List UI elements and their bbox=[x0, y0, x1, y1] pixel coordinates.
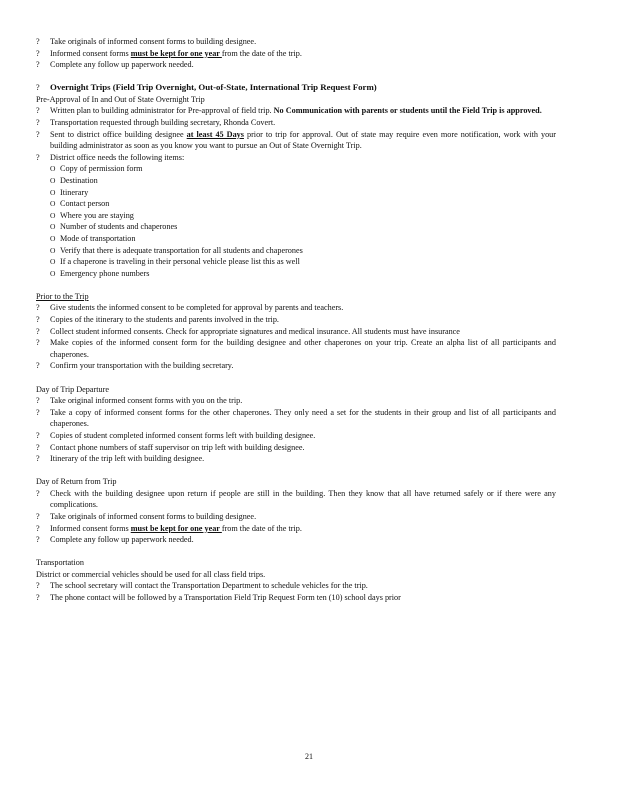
bullet-text: from the date of the trip. bbox=[221, 523, 302, 533]
bullet-item bbox=[36, 442, 556, 454]
section-heading-transportation: Transportation bbox=[36, 558, 84, 568]
bullet-text: District office needs the following items: bbox=[50, 152, 185, 162]
circle-bullet-icon: O bbox=[50, 199, 56, 209]
sub-item-text: Destination bbox=[60, 176, 98, 186]
circle-bullet-icon: O bbox=[50, 176, 56, 186]
bullet-item bbox=[36, 523, 556, 535]
transportation-line: District or commercial vehicles should be used for all class field trips. bbox=[36, 569, 266, 579]
circle-bullet-icon: O bbox=[50, 164, 56, 174]
bullet-text: Complete any follow up paperwork needed. bbox=[50, 535, 194, 545]
bullet-item bbox=[36, 129, 556, 152]
bullet-text: Collect student informed consents. Check for appropriate signatures and medical insurance. All students must have insurance bbox=[50, 326, 460, 336]
sub-item bbox=[50, 187, 556, 199]
sub-item-text: Verify that there is adequate transportation for all students and chaperones bbox=[60, 245, 303, 255]
sub-item bbox=[50, 256, 556, 268]
sub-item-text: Copy of permission form bbox=[60, 164, 143, 174]
emphasis-text: at least 45 Days bbox=[186, 129, 244, 139]
bullet-mark: ? bbox=[36, 118, 40, 128]
bullet-item bbox=[36, 360, 556, 372]
bullet-item bbox=[36, 337, 556, 360]
bullet-text: Sent to district office building designee bbox=[50, 129, 187, 139]
bullet-item bbox=[36, 511, 556, 523]
bullet-text: Written plan to building administrator for Pre-approval of field trip. bbox=[50, 106, 274, 116]
sub-item-text: Contact person bbox=[60, 199, 110, 209]
emphasis-text: No Communication with parents or students until the Field Trip is approved. bbox=[273, 106, 542, 116]
bullet-item bbox=[36, 105, 556, 117]
preapproval-line: Pre-Approval of In and Out of State Overnight Trip bbox=[36, 94, 205, 104]
bullet-text: Confirm your transportation with the building secretary. bbox=[50, 361, 234, 371]
circle-bullet-icon: O bbox=[50, 245, 56, 255]
bullet-mark: ? bbox=[36, 396, 40, 406]
bullet-text: Take a copy of informed consent forms for the other chaperones. They only need a set for the students in their group and list of all participants and chaperones. bbox=[50, 407, 556, 429]
bullet-mark: ? bbox=[36, 60, 40, 70]
bullet-text-group bbox=[50, 48, 556, 60]
bullet-text: Give students the informed consent to be completed for approval by parents and teachers. bbox=[50, 303, 344, 313]
bullet-text: Informed consent forms bbox=[50, 48, 131, 58]
bullet-mark: ? bbox=[36, 454, 40, 464]
section-heading-departure: Day of Trip Departure bbox=[36, 384, 109, 394]
bullet-mark: ? bbox=[36, 303, 40, 313]
bullet-text: Copies of the itinerary to the students and parents involved in the trip. bbox=[50, 315, 279, 325]
bullet-item bbox=[36, 117, 556, 129]
bullet-mark: ? bbox=[36, 442, 40, 452]
circle-bullet-icon: O bbox=[50, 222, 56, 232]
circle-bullet-icon: O bbox=[50, 187, 56, 197]
bullet-text: Copies of student completed informed consent forms left with building designee. bbox=[50, 430, 316, 440]
bullet-mark: ? bbox=[36, 523, 40, 533]
bullet-text: Itinerary of the trip left with building designee. bbox=[50, 454, 205, 464]
circle-bullet-icon: O bbox=[50, 257, 56, 267]
bullet-text: Informed consent forms bbox=[50, 523, 131, 533]
sub-item-text: Where you are staying bbox=[60, 210, 134, 220]
bullet-item bbox=[36, 488, 556, 511]
bullet-mark: ? bbox=[36, 581, 40, 591]
sub-item bbox=[50, 233, 556, 245]
bullet-mark: ? bbox=[36, 407, 40, 417]
sub-item-text: Itinerary bbox=[60, 187, 89, 197]
bullet-item bbox=[36, 395, 556, 407]
sub-item-text: Emergency phone numbers bbox=[60, 268, 150, 278]
bullet-item bbox=[36, 326, 556, 338]
bullet-mark: ? bbox=[36, 315, 40, 325]
sub-item bbox=[50, 210, 556, 222]
sub-item bbox=[50, 163, 556, 175]
bullet-text-group bbox=[50, 523, 556, 535]
bullet-item bbox=[36, 592, 556, 604]
bullet-mark: ? bbox=[36, 83, 40, 93]
circle-bullet-icon: O bbox=[50, 210, 56, 220]
bullet-mark: ? bbox=[36, 430, 40, 440]
bullet-item bbox=[36, 314, 556, 326]
bullet-mark: ? bbox=[36, 37, 40, 46]
bullet-item bbox=[36, 407, 556, 430]
bullet-text: The phone contact will be followed by a Transportation Field Trip Request Form ten (10) school days prior bbox=[50, 593, 401, 603]
page-number: 21 bbox=[305, 752, 313, 761]
bullet-text-group bbox=[50, 105, 556, 117]
section-heading-overnight bbox=[36, 82, 556, 94]
emphasis-text: must be kept for one year bbox=[130, 48, 222, 58]
bullet-text: Take originals of informed consent forms to building designee. bbox=[50, 511, 257, 521]
bullet-mark: ? bbox=[36, 593, 40, 603]
bullet-item bbox=[36, 48, 556, 60]
sub-item bbox=[50, 268, 556, 280]
bullet-text: Take originals of informed consent forms to building designee. bbox=[50, 37, 257, 46]
bullet-mark: ? bbox=[36, 106, 40, 116]
bullet-mark: ? bbox=[36, 535, 40, 545]
bullet-mark: ? bbox=[36, 48, 40, 58]
bullet-mark: ? bbox=[36, 152, 40, 162]
heading-text: Overnight Trips (Field Trip Overnight, Out-of-State, International Trip Request Form) bbox=[50, 82, 377, 93]
bullet-text: Check with the building designee upon return if people are still in the building. Then they know that all have returned safely or if there were any complications. bbox=[50, 488, 556, 510]
sub-item bbox=[50, 221, 556, 233]
bullet-text: Transportation requested through building secretary, Rhonda Covert. bbox=[50, 118, 276, 128]
sub-item-text: If a chaperone is traveling in their personal vehicle please list this as well bbox=[60, 257, 300, 267]
bullet-mark: ? bbox=[36, 361, 40, 371]
document-page bbox=[36, 36, 556, 604]
bullet-item bbox=[36, 36, 556, 48]
bullet-item bbox=[36, 302, 556, 314]
bullet-mark: ? bbox=[36, 326, 40, 336]
bullet-text: prior to trip for approval. Out of state may require even more notification, work with your building administrator as soon as you know you want to pursue an Out of State Overnight Trip. bbox=[50, 129, 556, 151]
bullet-item bbox=[36, 453, 556, 465]
bullet-mark: ? bbox=[36, 511, 40, 521]
section-heading-prior: Prior to the Trip bbox=[36, 291, 89, 301]
bullet-item bbox=[36, 534, 556, 546]
bullet-item bbox=[36, 59, 556, 71]
bullet-text: Complete any follow up paperwork needed. bbox=[50, 60, 194, 70]
circle-bullet-icon: O bbox=[50, 234, 56, 243]
bullet-mark: ? bbox=[36, 338, 40, 348]
bullet-text: Contact phone numbers of staff supervisor on trip left with building designee. bbox=[50, 442, 305, 452]
bullet-text-group bbox=[50, 129, 556, 152]
sub-item bbox=[50, 198, 556, 210]
bullet-text: from the date of the trip. bbox=[221, 48, 302, 58]
bullet-item bbox=[36, 580, 556, 592]
bullet-text: The school secretary will contact the Transportation Department to schedule vehicles for the trip. bbox=[50, 581, 368, 591]
bullet-item bbox=[36, 152, 556, 164]
emphasis-text: must be kept for one year bbox=[130, 523, 222, 533]
sub-item bbox=[50, 245, 556, 257]
bullet-text: Make copies of the informed consent form for the building designee and other chaperones on your trip. Create an alpha list of all participants and chaperones. bbox=[50, 338, 556, 359]
sub-item-text: Mode of transportation bbox=[60, 234, 136, 243]
sub-item-text: Number of students and chaperones bbox=[60, 222, 178, 232]
section-heading-return: Day of Return from Trip bbox=[36, 477, 117, 487]
sub-item bbox=[50, 175, 556, 187]
bullet-mark: ? bbox=[36, 129, 40, 139]
bullet-text: Take original informed consent forms with you on the trip. bbox=[50, 396, 243, 406]
circle-bullet-icon: O bbox=[50, 268, 56, 278]
bullet-mark: ? bbox=[36, 488, 40, 498]
bullet-item bbox=[36, 430, 556, 442]
